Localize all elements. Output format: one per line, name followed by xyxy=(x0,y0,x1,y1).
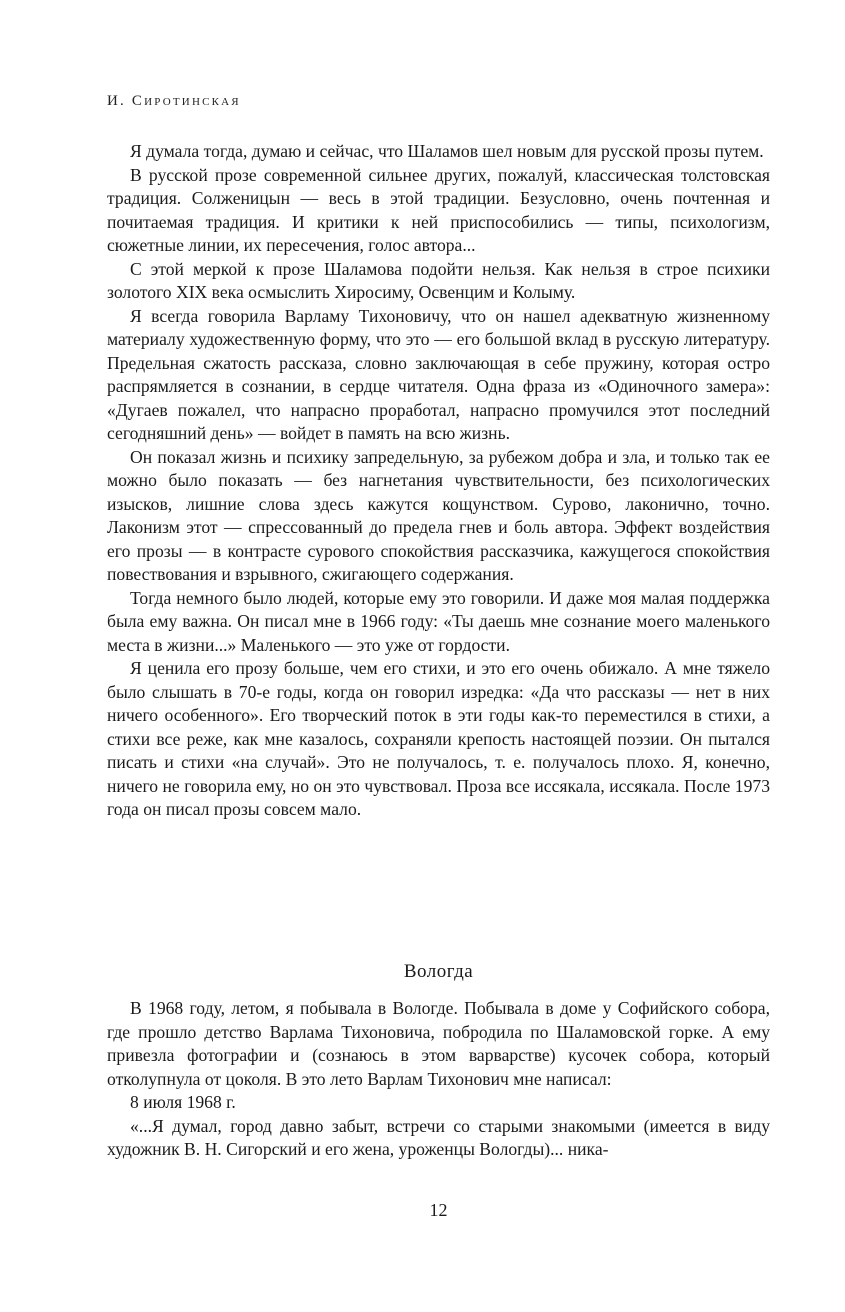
paragraph: В русской прозе современной сильнее других, пожалуй, классическая толстовская традиция. Солженицын — весь в этой традиции. Безусловно, очень почтенная и почитаемая традиция. И критики к ней приспособились — типы, психологизм, сюжетные линии, их пересечения, голос автора... xyxy=(107,164,770,255)
body-text xyxy=(107,140,770,822)
paragraph: Я всегда говорила Варламу Тихоновичу, что он нашел адекватную жизненному материалу художественную форму, что это — его большой вклад в русскую литературу. Предельная сжатость рассказа, словно заключающая в себе пружину, которая остро распрямляется в сознании, в сердце читателя. Одна фраза из «Одиночного замера»: «Дугаев пожалел, что напрасно проработал, напрасно промучился этот последний сегодняшний день» — войдет в память на всю жизнь. xyxy=(107,305,770,443)
paragraph: В 1968 году, летом, я побывала в Вологде. Побывала в доме у Софийского собора, где прошло детство Варлама Тихоновича, побродила по Шаламовской горке. А ему привезла фотографии и (сознаюсь в этом варварстве) кусочек собора, который отколупнула от цоколя. В это лето Варлам Тихонович мне написал: xyxy=(107,998,770,1089)
paragraph: Он показал жизнь и психику запредельную, за рубежом добра и зла, и только так ее можно было показать — без нагнетания чувствительности, без психологических изысков, лишние слова здесь кажутся кощунством. Сурово, лаконично, точно. Лаконизм этот — спрессованный до предела гнев и боль автора. Эффект воздействия его прозы — в контрасте сурового спокойствия рассказчика, кажущегося спокойствия повествования и взрывного, сжигающего содержания. xyxy=(107,446,770,584)
paragraph: С этой меркой к прозе Шаламова подойти нельзя. Как нельзя в строе психики золотого XIX века осмыслить Хиросиму, Освенцим и Колыму. xyxy=(107,258,770,302)
section-heading: Вологда xyxy=(403,961,474,982)
book-page xyxy=(107,0,770,1312)
page-number: 12 xyxy=(429,1200,448,1220)
running-head: И. Сиротинская xyxy=(107,93,241,109)
letter-date: 8 июля 1968 г. xyxy=(130,1092,236,1112)
paragraph: Я думала тогда, думаю и сейчас, что Шаламов шел новым для русской прозы путем. xyxy=(130,141,764,161)
paragraph: «...Я думал, город давно забыт, встречи со старыми знакомыми (имеется в виду художник В. Н. Сигорский и его жена, уроженцы Вологды)... ника- xyxy=(107,1115,770,1159)
section-text xyxy=(107,997,770,1162)
paragraph: Я ценила его прозу больше, чем его стихи, и это его очень обижало. А мне тяжело было слышать в 70-е годы, когда он говорил изредка: «Да что рассказы — нет в них ничего особенного». Его творческий поток в эти годы как-то переместился в стихи, а стихи все реже, как мне казалось, сохраняли крепость настоящей поэзии. Он пытался писать и стихи «на случай». Это не получалось, т. е. получалось плохо. Я, конечно, ничего не говорила ему, но он это чувствовал. Проза все иссякала, иссякала. После 1973 года он писал прозы совсем мало. xyxy=(107,658,770,819)
paragraph: Тогда немного было людей, которые ему это говорили. И даже моя малая поддержка была ему важна. Он писал мне в 1966 году: «Ты даешь мне сознание моего маленького места в жизни...» Маленького — это уже от гордости. xyxy=(107,587,770,655)
